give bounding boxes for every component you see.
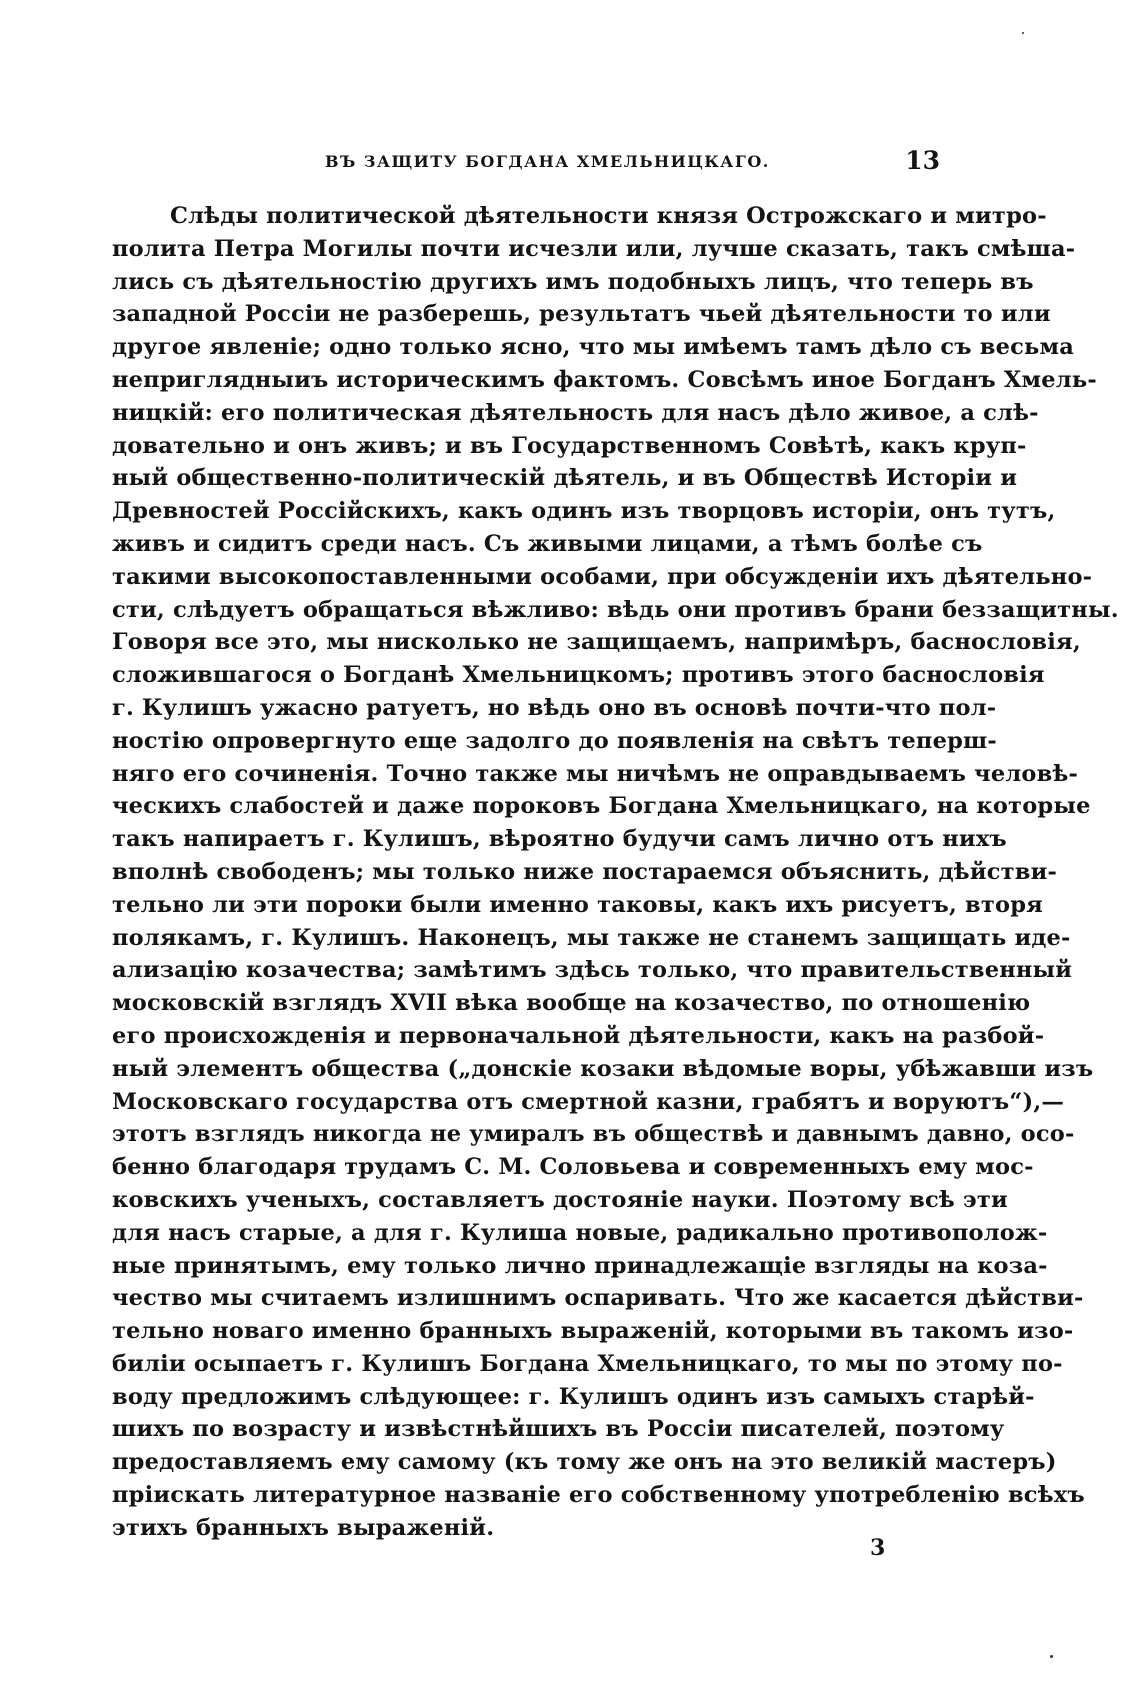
text-line: этихъ бранныхъ выраженій. (112, 1514, 495, 1541)
text-line: бенно благодаря трудамъ С. М. Соловьева и современныхъ ему мос- (112, 1154, 1034, 1181)
text-line: ностію опровергнуто еще задолго до появленія на свѣтъ теперш- (112, 727, 997, 754)
text-line: такъ напираетъ г. Кулишъ, вѣроятно будучи самъ лично отъ нихъ (112, 826, 1007, 853)
text-line: ный элементъ общества („донскіе козаки вѣдомые воры, убѣжавши изъ (112, 1055, 1094, 1082)
text-line: Древностей Россійскихъ, какъ одинъ изъ творцовъ исторіи, онъ тутъ, (112, 498, 1056, 525)
text-line: довательно и онъ живъ; и въ Государственномъ Совѣтѣ, какъ круп- (112, 432, 1027, 459)
text-line: Московскаго государства отъ смертной казни, грабятъ и воруютъ“),— (112, 1088, 1065, 1115)
text-line: такими высокопоставленными особами, при обсужденіи ихъ дѣятельно- (112, 563, 1093, 590)
text-line: тельно новаго именно бранныхъ выраженій, которыми въ такомъ изо- (112, 1318, 1074, 1345)
page-number: 13 (905, 146, 940, 175)
text-line: его происхожденія и первоначальной дѣятельности, какъ на разбой- (112, 1022, 1045, 1049)
text-line: западной Россіи не разберешь, результатъ чьей дѣятельности то или (112, 301, 1051, 328)
text-line: полякамъ, г. Кулишъ. Наконецъ, мы также не станемъ защищать иде- (112, 924, 1071, 951)
text-line: воду предложимъ слѣдующее: г. Кулишъ одинъ изъ самыхъ старѣй- (112, 1383, 1035, 1410)
page-footer (112, 1535, 942, 1569)
text-line: шихъ по возрасту и извѣстнѣйшихъ въ Россіи писателей, поэтому (112, 1416, 1005, 1443)
text-line: вполнѣ свободенъ; мы только ниже постараемся объяснить, дѣйстви- (112, 858, 1058, 885)
text-line: полита Петра Могилы почти исчезли или, лучше сказать, такъ смѣша- (112, 235, 1076, 262)
text-line: ализацію козачества; замѣтимъ здѣсь только, что правительственный (112, 957, 1073, 984)
text-line: ческихъ слабостей и даже пороковъ Богдана Хмельницкаго, на которые (112, 793, 1091, 820)
text-line: г. Кулишъ ужасно ратуетъ, но вѣдь оно въ основѣ почти-что пол- (112, 694, 997, 721)
signature-mark: 3 (870, 1535, 886, 1561)
text-line: лись съ дѣятельностію другихъ имъ подобныхъ лицъ, что теперь въ (112, 268, 1034, 295)
text-line: сти, слѣдуетъ обращаться вѣжливо: вѣдь они противъ брани беззащитны. (112, 596, 1119, 623)
text-line: этотъ взглядъ никогда не умиралъ въ обществѣ и давнымъ давно, осо- (112, 1121, 1075, 1148)
text-line: Слѣды политической дѣятельности князя Острожскаго и митро- (170, 203, 1047, 229)
text-line: московскій взглядъ XVII вѣка вообще на козачество, по отношенію (112, 990, 1031, 1017)
text-line: няго его сочиненія. Точно также мы ничѣмъ не оправдываемъ человѣ- (112, 760, 1078, 787)
text-line: пріискать литературное названіе его собственному употребленію всѣхъ (112, 1482, 1085, 1509)
text-line: предоставляемъ ему самому (къ тому же онъ на это великій мастеръ) (112, 1449, 1057, 1476)
text-line: ные принятымъ, ему только лично принадлежащіе взгляды на коза- (112, 1252, 1048, 1279)
body-paragraph (112, 200, 1119, 1545)
text-line: ный общественно-политическій дѣятель, и въ Обществѣ Исторіи и (112, 465, 1018, 492)
text-line: сложившагося о Богданѣ Хмельницкомъ; противъ этого баснословія (112, 662, 1045, 689)
text-line: тельно ли эти пороки были именно таковы, какъ ихъ рисуетъ, вторя (112, 891, 1043, 918)
text-line: другое явленіе; одно только ясно, что мы имѣемъ тамъ дѣло съ весьма (112, 334, 1075, 361)
text-line: ковскихъ ученыхъ, составляетъ достояніе науки. Поэтому всѣ эти (112, 1186, 1008, 1213)
page-header (110, 146, 940, 180)
text-line: биліи осыпаетъ г. Кулишъ Богдана Хмельницкаго, то мы по этому по- (112, 1350, 1063, 1377)
text-line: ницкій: его политическая дѣятельность для насъ дѣло живое, а слѣ- (112, 399, 1039, 426)
text-line: чество мы считаемъ излишнимъ оспаривать. Что же касается дѣйстви- (112, 1285, 1084, 1312)
text-line: Говоря все это, мы нисколько не защищаемъ, напримѣръ, баснословія, (112, 629, 1081, 656)
running-title: ВЪ ЗАЩИТУ БОГДАНА ХМЕЛЬНИЦКАГО. (325, 152, 770, 171)
text-line: живъ и сидитъ среди насъ. Съ живыми лицами, а тѣмъ болѣе съ (112, 530, 983, 557)
text-line: неприглядныиъ историческимъ фактомъ. Совсѣмъ иное Богданъ Хмель- (112, 366, 1097, 393)
text-line: для насъ старые, а для г. Кулиша новые, радикально противополож- (112, 1219, 1048, 1246)
